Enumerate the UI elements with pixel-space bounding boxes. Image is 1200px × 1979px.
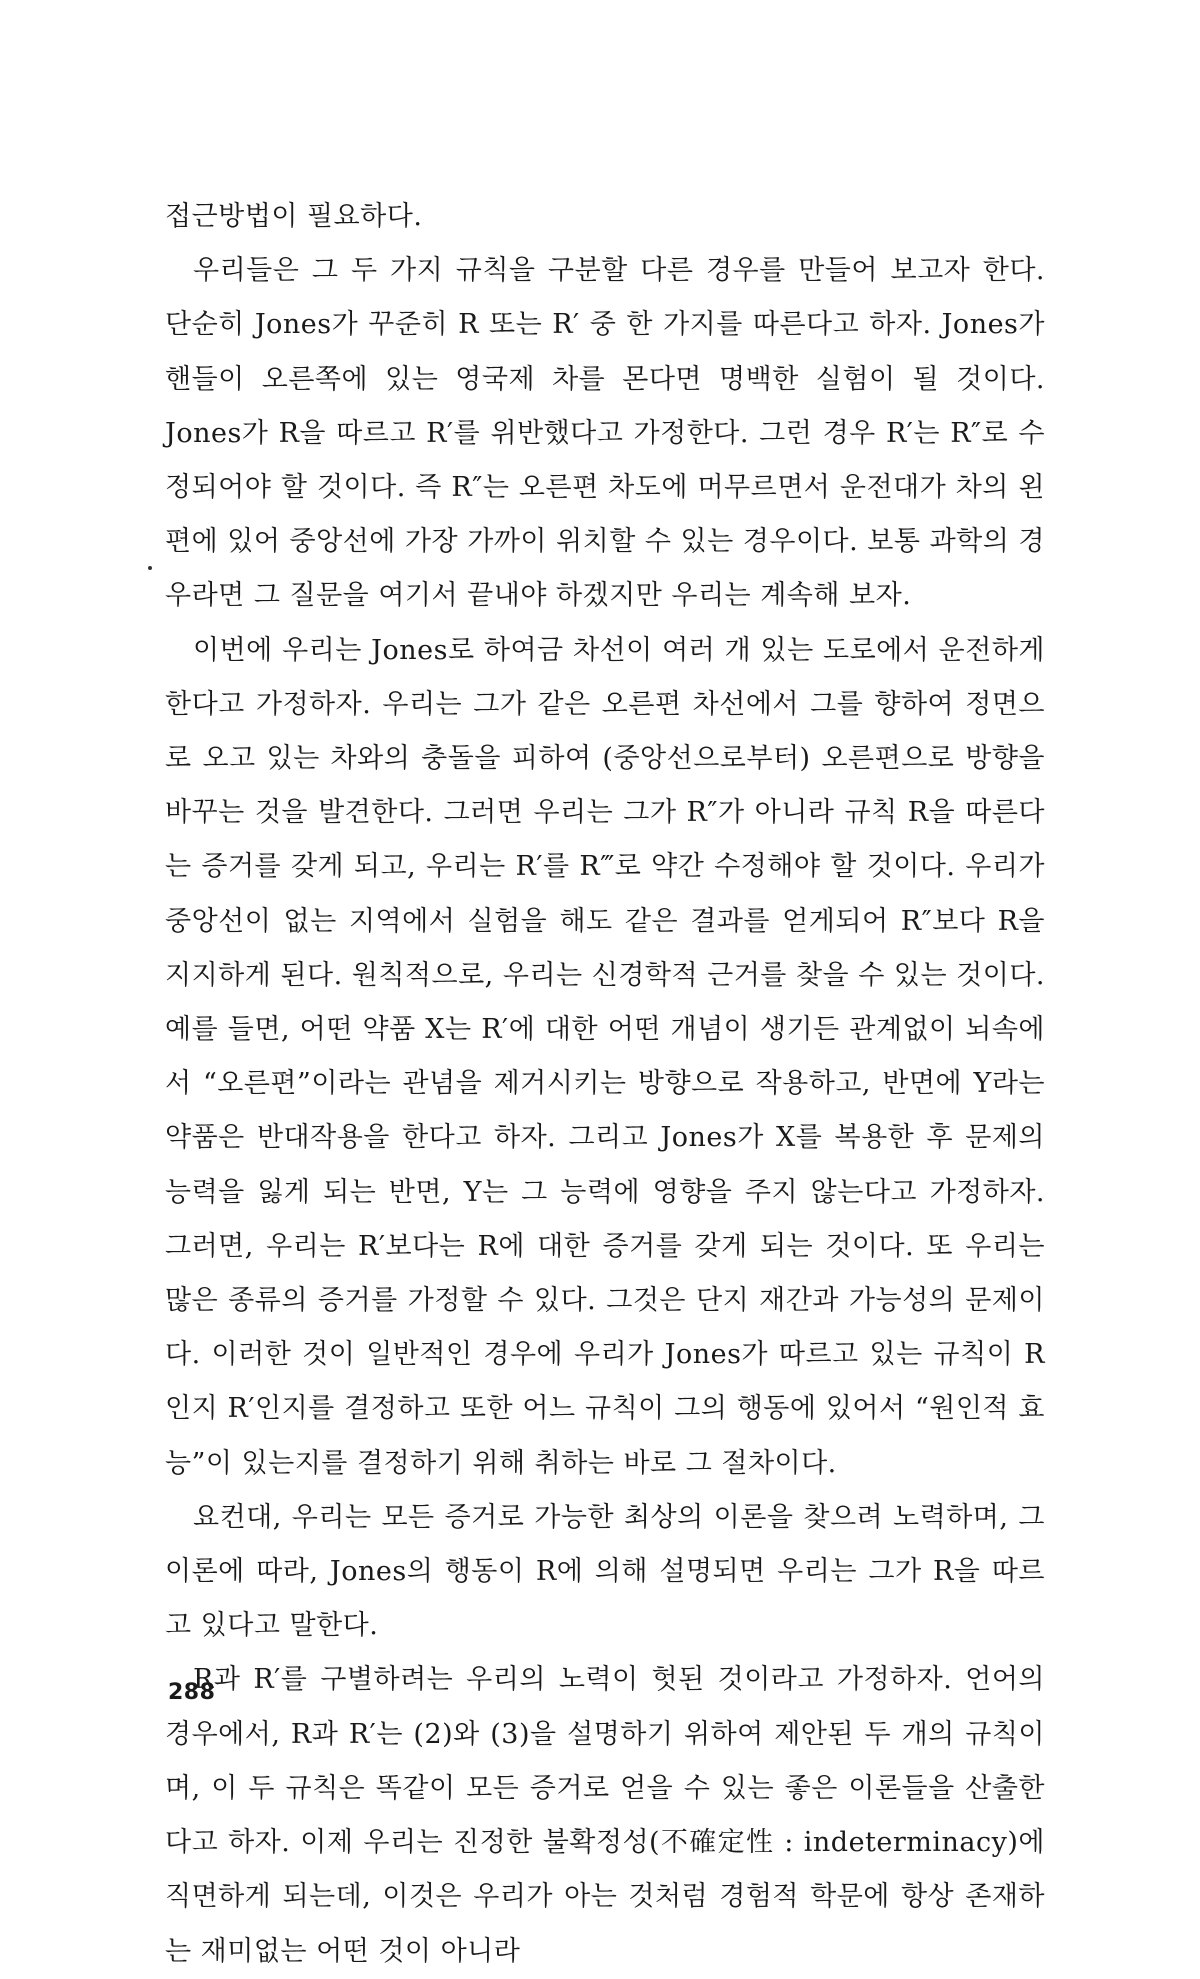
paragraph-1: 접근방법이 필요하다. bbox=[165, 201, 423, 232]
body-text bbox=[165, 190, 1045, 1979]
page-number: 288 bbox=[168, 1680, 216, 1705]
paragraph-4: 요컨대, 우리는 모든 증거로 가능한 최상의 이론을 찾으려 노력하며, 그 이론에 따라, Jones의 행동이 R에 의해 설명되면 우리는 그가 R을 따르고 있다고 말한다. bbox=[165, 1501, 1045, 1642]
paragraph-5: R과 R′를 구별하려는 우리의 노력이 헛된 것이라고 가정하자. 언어의 경우에서, R과 R′는 (2)와 (3)을 설명하기 위하여 제안된 두 개의 규칙이며, 이 두 규칙은 똑같이 모든 증거로 얻을 수 있는 좋은 이론들을 산출한다고 하자. 이제 우리는 진정한 불확정성(不確定性 : indeterminacy)에 직면하게 되는데, 이것은 우리가 아는 것처럼 경험적 학문에 항상 존재하는 재미없는 어떤 것이 아니라 bbox=[165, 1664, 1045, 1967]
paragraph-2: 우리들은 그 두 가지 규칙을 구분할 다른 경우를 만들어 보고자 한다. 단순히 Jones가 꾸준히 R 또는 R′ 중 한 가지를 따른다고 하자. Jones가 핸들이 오른쪽에 있는 영국제 차를 몬다면 명백한 실험이 될 것이다. Jones가 R을 따르고 R′를 위반했다고 가정한다. 그런 경우 R′는 R″로 수정되어야 할 것이다. 즉 R″는 오른편 차도에 머무르면서 운전대가 차의 왼편에 있어 중앙선에 가장 가까이 위치할 수 있는 경우이다. 보통 과학의 경우라면 그 질문을 여기서 끝내야 하겠지만 우리는 계속해 보자. bbox=[165, 255, 1045, 612]
margin-dot-mark bbox=[148, 566, 152, 570]
paragraph-3: 이번에 우리는 Jones로 하여금 차선이 여러 개 있는 도로에서 운전하게 한다고 가정하자. 우리는 그가 같은 오른편 차선에서 그를 향하여 정면으로 오고 있는 차와의 충돌을 피하여 (중앙선으로부터) 오른편으로 방향을 바꾸는 것을 발견한다. 그러면 우리는 그가 R″가 아니라 규칙 R을 따른다는 증거를 갖게 되고, 우리는 R′를 R‴로 약간 수정해야 할 것이다. 우리가 중앙선이 없는 지역에서 실험을 해도 같은 결과를 얻게되어 R″보다 R을 지지하게 된다. 원칙적으로, 우리는 신경학적 근거를 찾을 수 있는 것이다. 예를 들면, 어떤 약품 X는 R′에 대한 어떤 개념이 생기든 관계없이 뇌속에서 “오른편”이라는 관념을 제거시키는 방향으로 작용하고, 반면에 Y라는 약품은 반대작용을 한다고 하자. 그리고 Jones가 X를 복용한 후 문제의 능력을 잃게 되는 반면, Y는 그 능력에 영향을 주지 않는다고 가정하자. 그러면, 우리는 R′보다는 R에 대한 증거를 갖게 되는 것이다. 또 우리는 많은 종류의 증거를 가정할 수 있다. 그것은 단지 재간과 가능성의 문제이다. 이러한 것이 일반적인 경우에 우리가 Jones가 따르고 있는 규칙이 R인지 R′인지를 결정하고 또한 어느 규칙이 그의 행동에 있어서 “원인적 효능”이 있는지를 결정하기 위해 취하는 바로 그 절차이다. bbox=[165, 634, 1045, 1479]
